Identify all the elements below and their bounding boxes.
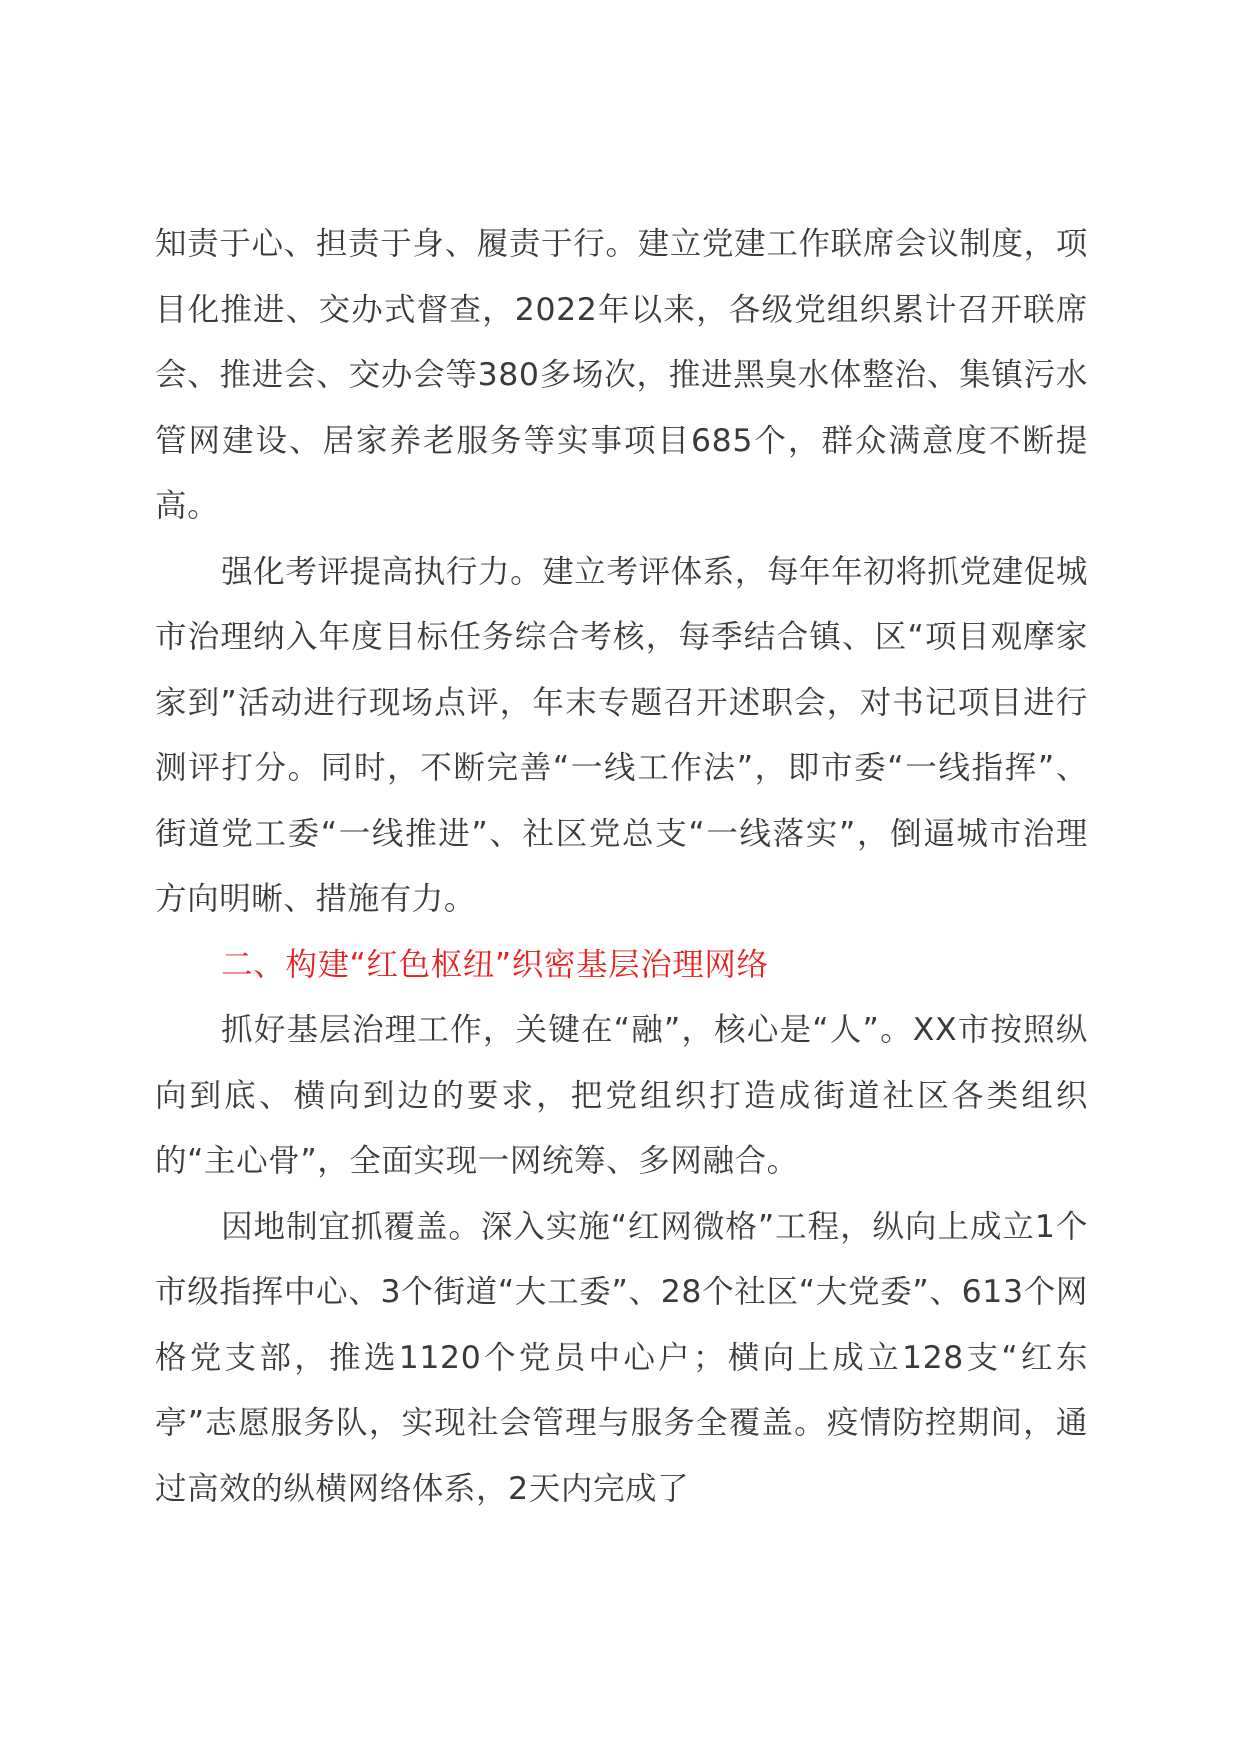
body-paragraph-coverage: 因地制宜抓覆盖。深入实施“红网微格”工程，纵向上成立1个市级指挥中心、3个街道“大工委”、28个社区“大党委”、613个网格党支部，推选1120个党员中心户；横向上成立128支“红东亭”志愿服务队，实现社会管理与服务全覆盖。疫情防控期间，通过高效的纵横网络体系，2天内完成了 [155,1208,1088,1507]
document-body [155,212,1088,1522]
body-paragraph-continued: 知责于心、担责于身、履责于行。建立党建工作联席会议制度，项目化推进、交办式督查，2022年以来，各级党组织累计召开联席会、推进会、交办会等380多场次，推进黑臭水体整治、集镇污水管网建设、居家养老服务等实事项目685个，群众满意度不断提高。 [155,226,1088,524]
section-heading: 二、构建“红色枢纽”织密基层治理网络 [221,946,769,983]
body-paragraph-evaluation: 强化考评提高执行力。建立考评体系，每年年初将抓党建促城市治理纳入年度目标任务综合考核，每季结合镇、区“项目观摩家家到”活动进行现场点评，年末专题召开述职会，对书记项目进行测评打分。同时，不断完善“一线工作法”，即市委“一线指挥”、街道党工委“一线推进”、社区党总支“一线落实”，倒逼城市治理方向明晰、措施有力。 [155,553,1088,917]
body-paragraph-grassroots: 抓好基层治理工作，关键在“融”，核心是“人”。XX市按照纵向到底、横向到边的要求，把党组织打造成街道社区各类组织的“主心骨”，全面实现一网统筹、多网融合。 [155,1012,1088,1179]
